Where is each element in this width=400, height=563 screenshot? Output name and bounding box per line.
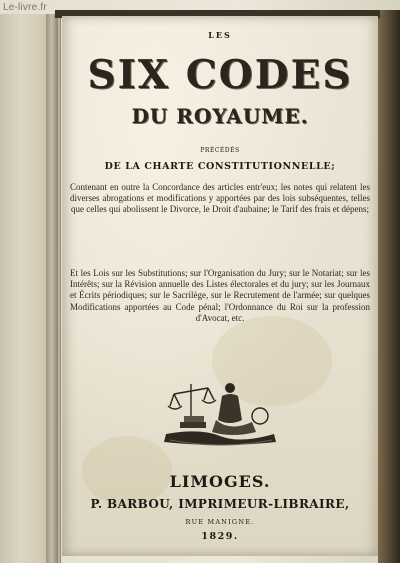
imprint-street: RUE MANIGNE. (185, 518, 255, 526)
book-subtitle: DU ROYAUME. (131, 104, 309, 128)
contents-paragraph-2: Et les Lois sur les Substitutions; sur l'Organisation du Jury; sur le Notariat; sur les Intérêts; sur la Révision annuelle des Listes électorales et du jury; sur les Journaux et Écrits périodiques; sur le Sacrilège, sur le Recrutement de l'armée; sur quelques Modifications apportées au Code pénal; l'Ordonnance du Roi sur la profession d'Avocat, etc. (70, 268, 370, 323)
imprint-year: 1829. (201, 531, 239, 542)
paper-stain (82, 436, 172, 506)
justice-vignette-icon (160, 376, 280, 452)
precedes-line: PRÉCÉDÉS (200, 147, 240, 154)
imprint-printer: P. BARBOU, IMPRIMEUR-LIBRAIRE, (90, 497, 350, 511)
spine-edge (46, 14, 58, 563)
title-page (62, 16, 378, 556)
contents-paragraph-1: Contenant en outre la Concordance des articles entr'eux; les notes qui relatent les diverses abrogations et modifications y apportées par des lois subséquentes, telles que celles qui abolissent le Divorce, le Droit d'aubaine; le Tarif des frais et dépens; (70, 182, 370, 215)
cover-edge (378, 10, 400, 563)
charte-line: DE LA CHARTE CONSTITUTIONNELLE; (104, 161, 336, 172)
imprint-city: LIMOGES. (169, 472, 271, 491)
les-heading: LES (208, 30, 232, 40)
watermark: Le-livre.fr (3, 2, 47, 13)
book-title: SIX CODES (87, 52, 353, 98)
